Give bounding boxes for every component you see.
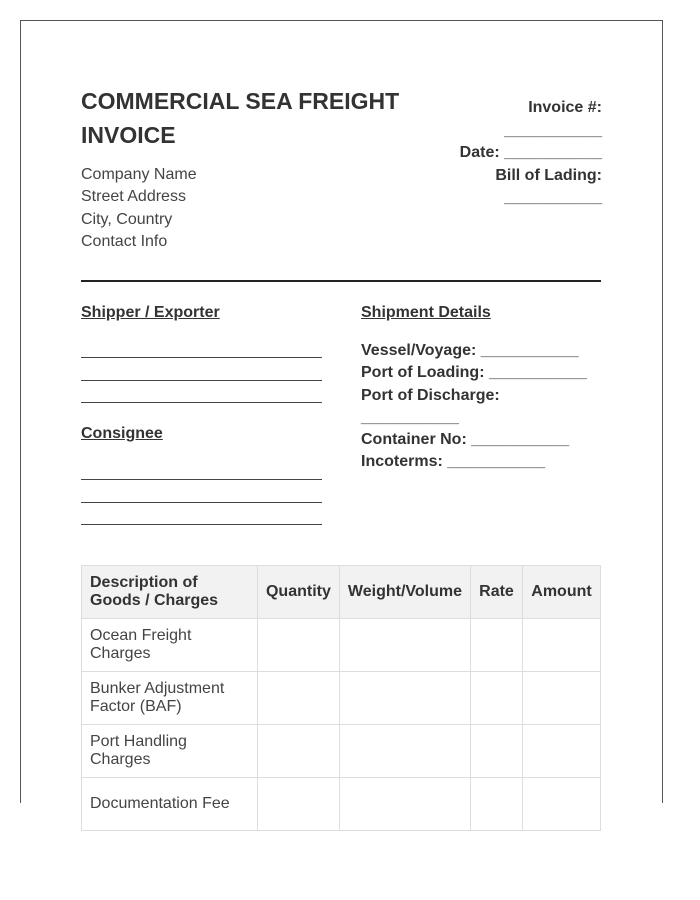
invoice-page [20, 20, 663, 812]
row-description: Documentation Fee [82, 778, 258, 831]
row-rate-cell [471, 672, 523, 725]
row-quantity-cell [257, 672, 339, 725]
consignee-line [81, 479, 322, 480]
column-header-weight-volume: Weight/Volume [339, 566, 470, 619]
company-contact: Contact Info [81, 232, 168, 250]
row-weight-cell [339, 778, 470, 831]
consignee-heading: Consignee [81, 425, 163, 442]
row-rate-cell [471, 725, 523, 778]
table-row [82, 672, 601, 725]
container-no-field: Container No: ___________ [361, 431, 570, 449]
company-street: Street Address [81, 188, 186, 206]
table-row [82, 619, 601, 672]
row-quantity-cell [257, 725, 339, 778]
invoice-date-field: Date: ___________ [459, 144, 602, 161]
row-weight-cell [339, 672, 470, 725]
shipper-heading: Shipper / Exporter [81, 304, 220, 321]
shipper-line [81, 402, 322, 403]
shipment-details [361, 340, 611, 474]
port-of-discharge-label: Port of Discharge: [361, 386, 500, 404]
company-name: Company Name [81, 166, 197, 183]
row-quantity-cell [257, 619, 339, 672]
table-header-row [82, 566, 601, 619]
row-weight-cell [339, 725, 470, 778]
port-of-loading-field: Port of Loading: ___________ [361, 364, 587, 382]
row-description: Port Handling Charges [82, 725, 258, 778]
invoice-title: COMMERCIAL SEA FREIGHT INVOICE [81, 88, 400, 148]
invoice-number-label: Invoice #: [528, 99, 602, 116]
company-block [81, 164, 197, 253]
row-amount-cell [522, 672, 600, 725]
column-header-amount: Amount [522, 566, 600, 619]
column-header-rate: Rate [471, 566, 523, 619]
invoice-number-blank: ___________ [504, 121, 602, 139]
company-city: City, Country [81, 210, 173, 228]
vessel-voyage-field: Vessel/Voyage: ___________ [361, 342, 579, 359]
bill-of-lading-blank: ___________ [504, 189, 602, 206]
row-amount-cell [522, 619, 600, 672]
bill-of-lading-label: Bill of Lading: [495, 166, 602, 184]
column-header-description: Description of Goods / Charges [82, 566, 258, 619]
row-weight-cell [339, 619, 470, 672]
table-row [82, 778, 601, 831]
incoterms-field: Incoterms: ___________ [361, 453, 546, 471]
row-amount-cell [522, 725, 600, 778]
invoice-meta [382, 97, 602, 210]
consignee-line [81, 502, 322, 503]
port-of-discharge-blank: ___________ [361, 408, 459, 426]
row-quantity-cell [257, 778, 339, 831]
row-description: Ocean Freight Charges [82, 619, 258, 672]
charges-table [81, 565, 601, 831]
row-rate-cell [471, 619, 523, 672]
shipper-line [81, 357, 322, 358]
consignee-line [81, 524, 322, 525]
row-rate-cell [471, 778, 523, 831]
row-description: Bunker Adjustment Factor (BAF) [82, 672, 258, 725]
row-amount-cell [522, 778, 600, 831]
header-divider [81, 280, 601, 282]
shipment-heading: Shipment Details [361, 304, 491, 321]
table-row [82, 725, 601, 778]
shipper-line [81, 380, 322, 381]
column-header-quantity: Quantity [257, 566, 339, 619]
